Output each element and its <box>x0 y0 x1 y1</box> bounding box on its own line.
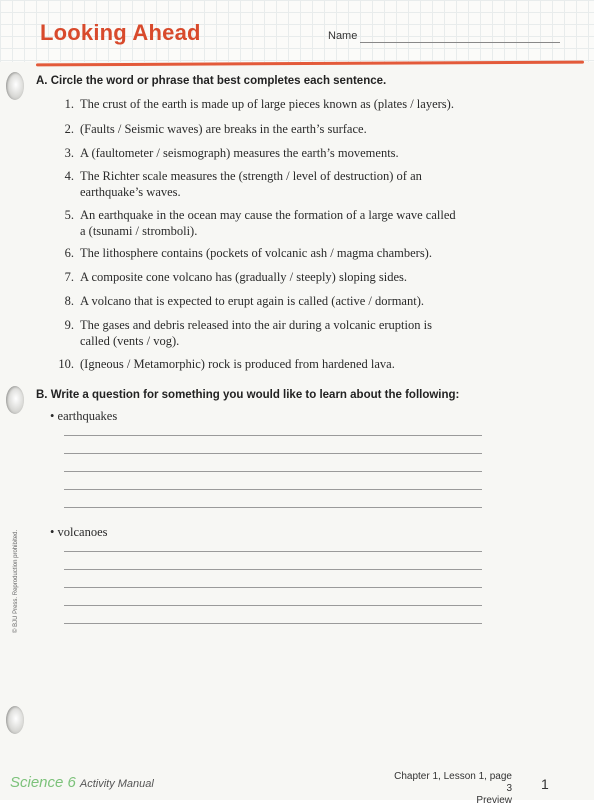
section-b-heading: B. Write a question for something you would like to learn about the following: <box>36 389 460 401</box>
writing-line[interactable] <box>64 605 482 606</box>
question-text: A composite cone volcano has (gradually / steeply) sloping sides. <box>80 270 408 284</box>
question-text: An earthquake in the ocean may cause the formation of a large wave called <box>80 208 456 222</box>
question-number: 10. <box>58 357 74 371</box>
topic-earthquakes <box>50 409 117 424</box>
manual-name: Activity Manual <box>79 778 154 790</box>
preview-label: Preview <box>476 795 512 806</box>
binder-hole <box>6 706 24 734</box>
question-text: The Richter scale measures the (strength / level of destruction) of an <box>80 169 422 183</box>
question-9 <box>58 317 432 349</box>
question-text: (Igneous / Metamorphic) rock is produced from hardened lava. <box>80 357 395 371</box>
page-title: Looking Ahead <box>40 20 201 45</box>
name-label: Name <box>328 30 358 42</box>
writing-line[interactable] <box>64 569 482 570</box>
footer-chapter-info <box>386 771 512 807</box>
question-number: 2. <box>64 122 74 136</box>
question-number: 6. <box>64 246 74 260</box>
bullet-icon: • <box>50 409 55 423</box>
topic-label: volcanoes <box>57 525 108 539</box>
question-text: A volcano that is expected to erupt again is called (active / dormant). <box>80 294 424 308</box>
writing-line[interactable] <box>64 489 482 490</box>
writing-line[interactable] <box>64 587 482 588</box>
question-number: 5. <box>64 208 74 222</box>
question-text: A (faultometer / seismograph) measures the earth’s movements. <box>80 146 399 160</box>
binder-hole <box>6 386 24 414</box>
topic-volcanoes <box>50 525 108 540</box>
writing-line[interactable] <box>64 453 482 454</box>
question-text-continued: earthquake’s waves. <box>80 185 181 199</box>
question-5 <box>58 207 456 239</box>
question-text: The lithosphere contains (pockets of volcanic ash / magma chambers). <box>80 246 432 260</box>
writing-line[interactable] <box>64 507 482 508</box>
writing-line[interactable] <box>64 623 482 624</box>
question-text: (Faults / Seismic waves) are breaks in the earth’s surface. <box>80 122 367 136</box>
bullet-icon: • <box>50 525 55 539</box>
question-number: 8. <box>64 294 74 308</box>
question-10 <box>58 356 395 372</box>
section-a-heading: A. Circle the word or phrase that best completes each sentence. <box>36 75 387 87</box>
chapter-lesson-page: Chapter 1, Lesson 1, page 3 <box>394 771 512 794</box>
question-text: The crust of the earth is made up of large pieces known as (plates / layers). <box>80 97 454 111</box>
question-number: 3. <box>64 146 74 160</box>
writing-line[interactable] <box>64 471 482 472</box>
question-text-continued: a (tsunami / stromboli). <box>80 224 198 238</box>
question-number: 7. <box>64 270 74 284</box>
question-number: 9. <box>64 318 74 332</box>
question-2 <box>58 121 367 137</box>
footer-book-title <box>10 774 154 792</box>
page-number: 1 <box>541 776 549 792</box>
book-name: Science 6 <box>10 774 76 791</box>
question-1 <box>58 96 454 112</box>
copyright-notice: © BJU Press. Reproduction prohibited. <box>13 529 19 633</box>
question-text: The gases and debris released into the air during a volcanic eruption is <box>80 318 432 332</box>
name-field-line[interactable] <box>360 42 560 43</box>
question-4 <box>58 168 422 200</box>
question-number: 1. <box>64 97 74 111</box>
question-6 <box>58 245 432 261</box>
question-text-continued: called (vents / vog). <box>80 334 180 348</box>
writing-line[interactable] <box>64 435 482 436</box>
topic-label: earthquakes <box>57 409 118 423</box>
writing-line[interactable] <box>64 551 482 552</box>
question-7 <box>58 269 407 285</box>
question-3 <box>58 145 399 161</box>
question-number: 4. <box>64 169 74 183</box>
binder-hole <box>6 72 24 100</box>
question-8 <box>58 293 424 309</box>
